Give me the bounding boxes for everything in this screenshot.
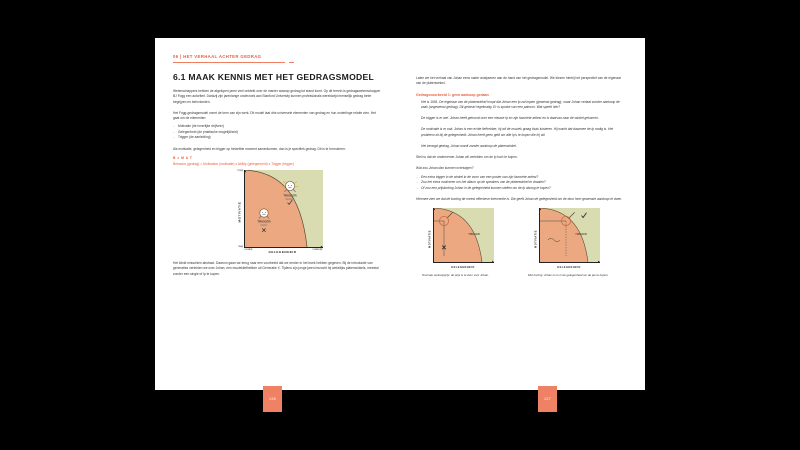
running-head: 06 | HET VERHAAL ACHTER GEDRAG xyxy=(173,54,262,59)
chart-y-axis-label: MOTIVATIE xyxy=(428,229,432,248)
conclusion-paragraph: Hiermee zien we dat de korting de meest effectieve interventie is. Die geeft Johan de gelegenheid om de door hem gewenste aankoop te doen. xyxy=(416,197,623,202)
chart-marker-sublabel-fail: FAALT xyxy=(260,224,267,227)
motivation-paragraph: De motivatie is er ook: Johan is een echte liefhebber, hij wil de muziek graag thuis luisteren. Hij wacht dat daarmee de lp nodig is. Het probleem zit bij de gelegenheid: Johan heeft geen geld om alle lp's te kopen die hij wil. xyxy=(421,127,614,137)
element-bullet-list xyxy=(173,124,382,141)
chart-curve-label: TRIGGER xyxy=(575,233,587,237)
question-list xyxy=(416,175,627,192)
chart-y-tick-low: laag xyxy=(238,244,243,248)
list-item: - Een extra trigger in de winkel in de vorm van een poster van zijn favoriete artiest? xyxy=(416,175,627,181)
chart-caption-1: Normale verkoopprijs: de prijs is te duur voor Johan. xyxy=(422,272,489,277)
trigger-paragraph: De trigger is er wel. Johan heeft gehoord over een nieuwe lp en zijn favoriete artiest en is daarvan naar de winkel gekomen. xyxy=(421,116,599,120)
list-item: - Trigger (de aanleiding) xyxy=(173,135,382,141)
chart-marker-label-fail: TRIGGER xyxy=(256,219,271,224)
chart-x-axis-label: GELEGENHEID xyxy=(557,265,581,269)
chart-plot-area xyxy=(539,208,600,263)
chart-caption-2: Met korting: Johan is nu in de gelegenheid om de jas te kopen. xyxy=(528,272,609,277)
chart-svg xyxy=(540,208,600,262)
question-intro: Stel nu dat de ondernemer Johan wil verleiden om de lp toch te kopen. xyxy=(416,155,518,159)
comparison-charts xyxy=(422,208,627,277)
body-paragraph-2: Het Fogg-gedragsmodel vormt de kern van zijn werk. Dit model laat drie universele elementen van gedrag en hun onderlinge relatie zien. Het gaat om de elementen: xyxy=(173,110,376,121)
page-number-right: 127 xyxy=(538,386,557,412)
chart-svg xyxy=(245,170,323,247)
body-paragraph-1: Wetenschappers hebben de afgelopen jaren veel ontdekt over de manier waarop gedrag tot stand komt. Op dit terrein is gedragswetenschapper BJ Fogg een autoriteit. Dankzij zijn jarenlange onderzoek aan Stanford University kunnen professionals wereldwijd menselijk gedrag beter begrijpen en beïnvloeden. xyxy=(173,89,381,104)
list-item: - Gelegenheid (de praktische mogelijkheid) xyxy=(173,130,382,136)
page-number-left: 126 xyxy=(263,386,282,412)
body-paragraph-4: Het klinkt misschien abstract. Daarom gaan we terug naar een voorbeeld dat we eerder in het boek hebben gegeven. Bij de introductie van generaties vertelden we over Johan, een muziekliefhebber uit Generatie X. Tijdens zijn jonge jaren bezocht hij wekelijks platenwinkels, meestal zonder een single of lp te kopen. xyxy=(173,261,379,276)
right-intro-paragraph: Laten we het verhaal van Johan eens nader analyseren aan de hand van het gedragsmodel. We kiezen hierbij het perspectief van de eigenaar van de platenwinkel. xyxy=(416,76,622,86)
left-page xyxy=(155,38,400,401)
chart-y-tick-high: hoog xyxy=(237,168,243,172)
section-1-body: Het is 1991. De eigenaar van de platenwinkel hoopt dat Johan een lp zal kopen (gewenst gedrag), maar Johan verlaat zonder aankoop de zaak (ongewenst gedrag). Dit gebeurt regelmatig. Er is sprake van een patroon. Wat speelt hier? xyxy=(421,99,620,109)
chart-plot-area xyxy=(433,208,494,263)
formula-expression: Behavior (gedrag) = Motivation (motivatie) x Ability (gelegenheid) x Trigger (trigger) xyxy=(173,161,294,166)
list-item: - Zou het extra motiveren om het album op de speakers van de platenwinkel te draaien? xyxy=(416,180,627,186)
section-heading-1: Gedragsvoorbeeld 1: geen aankoop gedaan xyxy=(416,92,489,97)
chart-curve-label: TRIGGER xyxy=(468,233,480,237)
fogg-model-chart xyxy=(173,170,382,255)
list-item: - Of zou een prijskorting Johan in de gelegenheid kunnen stellen om de lp alsnog te kopen? xyxy=(416,186,627,192)
comparison-chart-1 xyxy=(422,208,510,277)
page-title: 6.1 MAAK KENNIS MET HET GEDRAGSMODEL xyxy=(173,72,374,83)
right-page xyxy=(400,38,645,401)
chart-y-axis-label: MOTIVATIE xyxy=(236,201,241,223)
book-spread xyxy=(155,38,645,401)
chart-marker-sublabel-success: SLAAGT xyxy=(284,198,295,201)
chart-marker-label-success: TRIGGER xyxy=(282,193,297,198)
question-lead: Wat zou Johan dan kunnen overtuigen? xyxy=(416,166,474,171)
result-paragraph: Het beoogd gedrag, Johan wordt zonder aankoop de platenwinkel. xyxy=(421,143,517,148)
body-paragraph-3: Als motivatie, gelegenheid en trigger op hetzelfde moment samenkomen, dan is je specifiek gedrag. Dit is te formuleren: xyxy=(173,146,346,151)
chart-y-axis-label: MOTIVATIE xyxy=(534,229,538,248)
formula-label: B = M A T xyxy=(173,156,193,161)
comparison-chart-2 xyxy=(528,208,616,277)
chart-x-axis-label: GELEGENHEID xyxy=(451,265,475,269)
running-head-rule xyxy=(173,62,285,64)
list-item: - Motivatie (de innerlijke drijfveer) xyxy=(173,124,382,130)
chart-x-tick-hard: moeilijk xyxy=(244,247,253,251)
chart-x-tick-easy: makkelijk xyxy=(312,247,323,251)
chart-svg xyxy=(434,208,494,262)
chart-x-axis-label: GELEGENHEID xyxy=(268,250,297,255)
